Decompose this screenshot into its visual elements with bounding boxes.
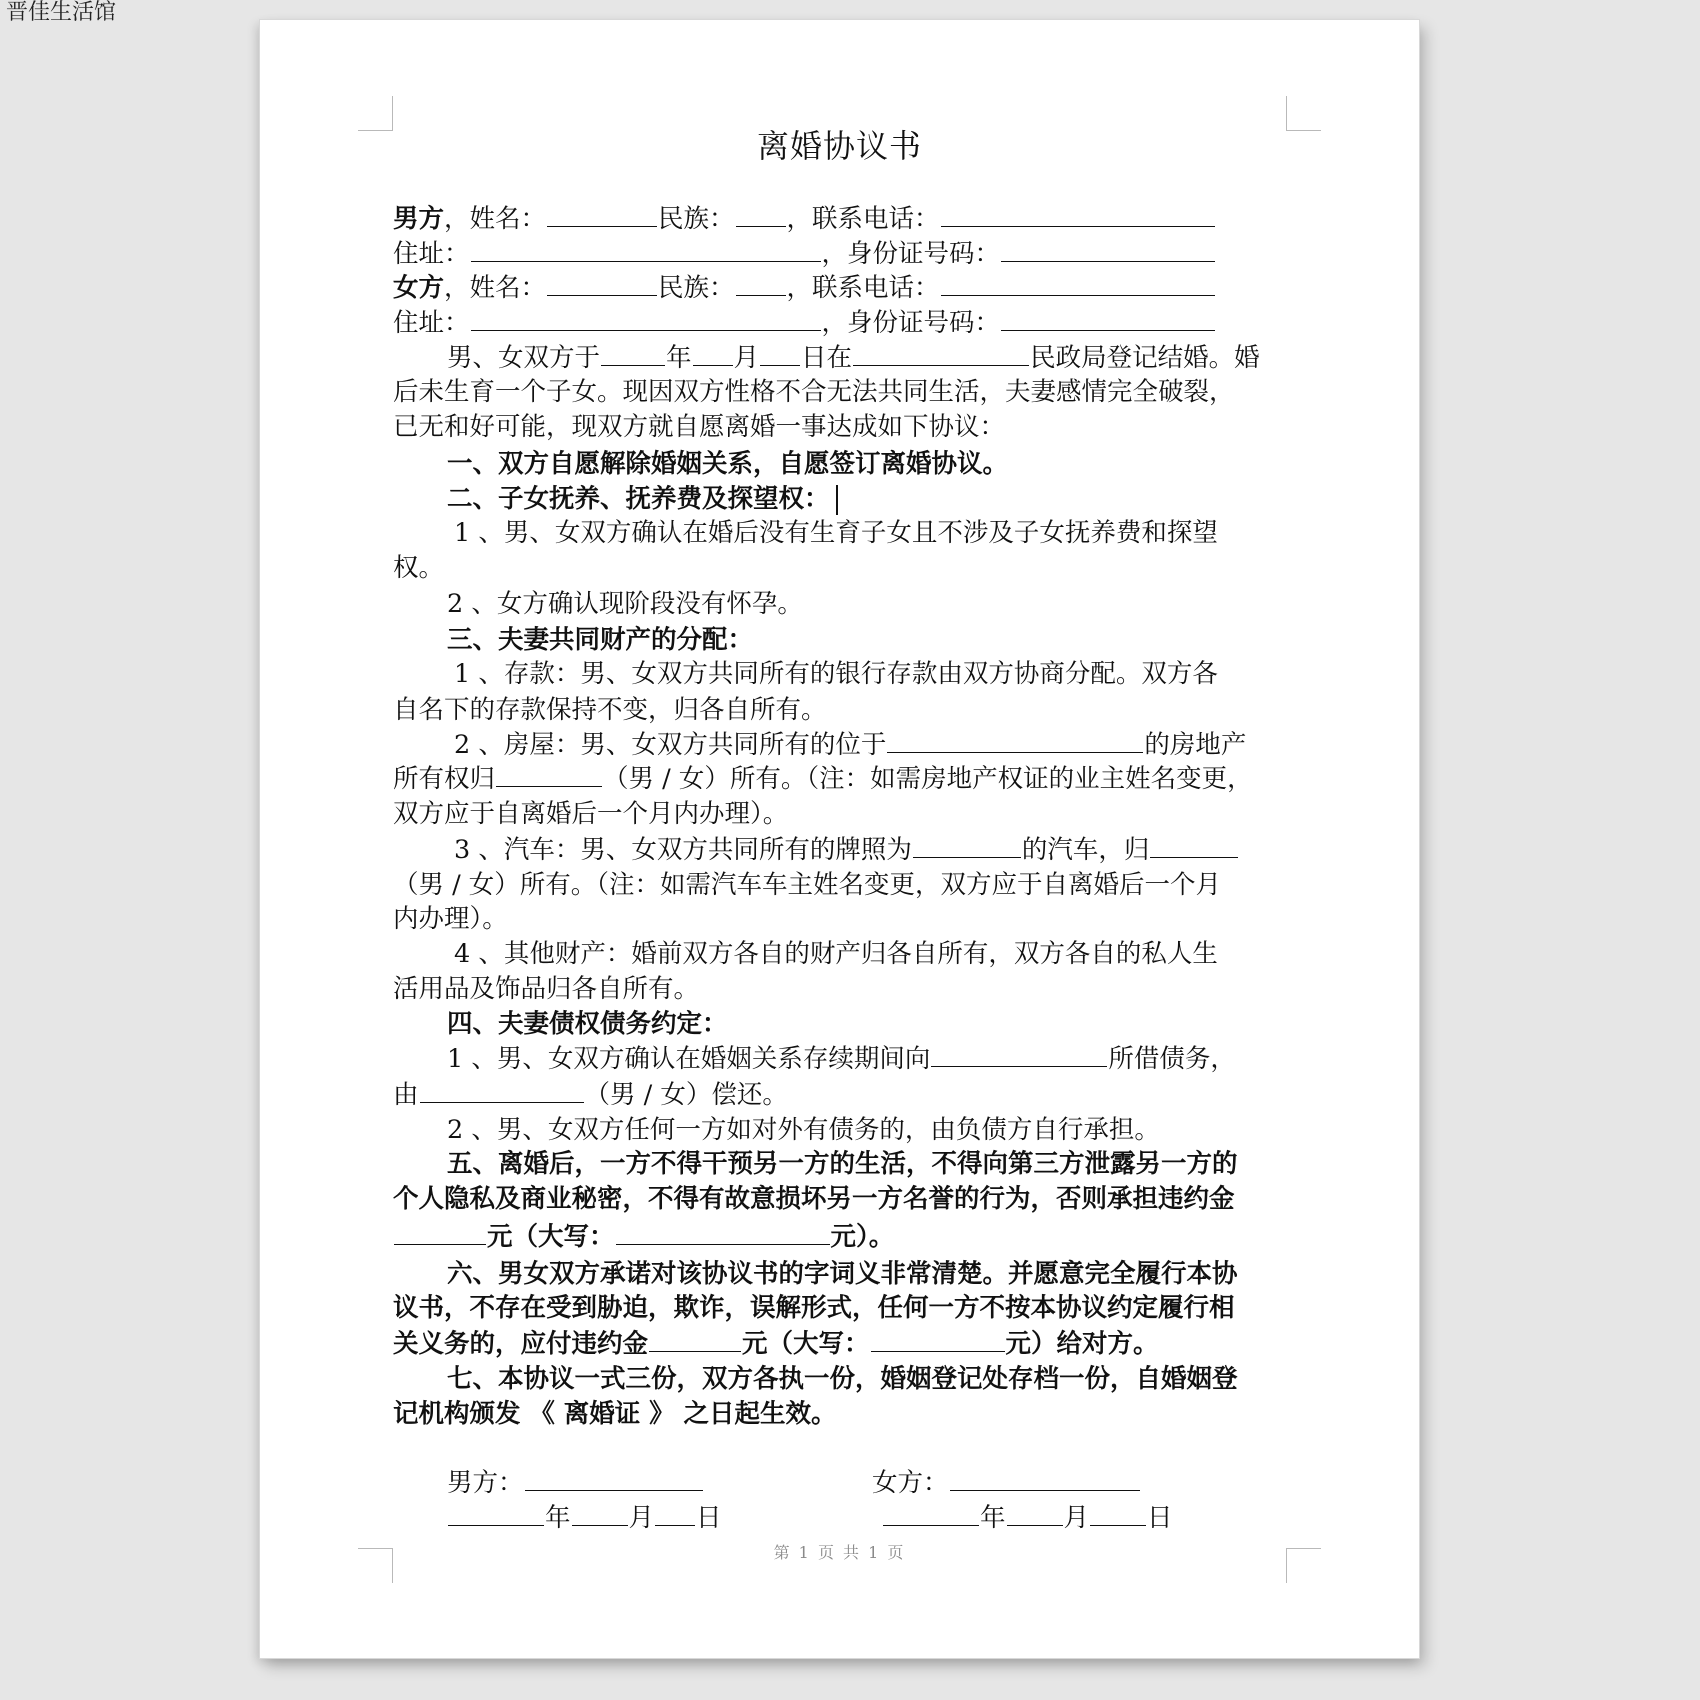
male-date-day-blank[interactable] — [655, 1503, 695, 1526]
section-5-line-2: 个人隐私及商业秘密，不得有故意损坏另一方名誉的行为，否则承担违约金 — [393, 1184, 1235, 1214]
female-phone-blank[interactable] — [941, 273, 1215, 296]
male-signature: 男方： — [447, 1466, 704, 1500]
section-3-item-2-cont: 所有权归 （男 / 女）所有。（注：如需房地产权证的业主姓名变更， — [393, 764, 1253, 794]
male-ethnicity-blank[interactable] — [736, 204, 786, 227]
section-5-line-3: 元（大写： 元）。 — [393, 1220, 1293, 1254]
section-3-item-3-cont: （男 / 女）所有。（注：如需汽车车主姓名变更，双方应于自离婚后一个月 — [393, 870, 1222, 900]
female-signature-blank[interactable] — [950, 1468, 1140, 1491]
document-title: 离婚协议书 — [756, 127, 922, 165]
female-ethnicity-blank[interactable] — [736, 273, 786, 296]
section-3-item-4-cont: 活用品及饰品归各自所有。 — [393, 974, 700, 1004]
female-address-line: 住址： ，身份证号码： — [393, 306, 1293, 340]
section-7-line-1: 七、本协议一式三份，双方各执一份，婚姻登记处存档一份，自婚姻登 — [447, 1364, 1238, 1394]
intro-line-2: 后未生育一个子女。现因双方性格不合无法共同生活，夫妻感情完全破裂， — [393, 377, 1235, 407]
watermark-text: 晋佳生活馆 — [6, 0, 117, 25]
creditor-blank[interactable] — [931, 1044, 1107, 1067]
female-address-blank[interactable] — [471, 308, 821, 331]
section-4-item-1-cont: 由 （男 / 女）偿还。 — [393, 1080, 788, 1110]
section-6-line-2: 议书，不存在受到胁迫，欺诈，误解形式，任何一方不按本协议约定履行相 — [393, 1293, 1235, 1323]
male-id-blank[interactable] — [1001, 239, 1215, 262]
section-3-item-1-cont: 自名下的存款保持不变，归各自所有。 — [393, 695, 827, 725]
female-name-blank[interactable] — [547, 273, 657, 296]
breach-amount-blank[interactable] — [649, 1329, 741, 1352]
section-2-item-1: 1 、男、女双方确认在婚后没有生育子女且不涉及子女抚养费和探望 — [454, 518, 1218, 548]
male-phone-blank[interactable] — [941, 204, 1215, 227]
section-3-item-2-cont2: 双方应于自离婚后一个月内办理）。 — [393, 799, 789, 829]
female-date-day-blank[interactable] — [1090, 1503, 1146, 1526]
male-date-month-blank[interactable] — [572, 1503, 628, 1526]
male-address-blank[interactable] — [471, 239, 821, 262]
intro-line-1: 男、女双方于 年 月 日在 民政局登记结婚。婚 — [447, 343, 1260, 373]
section-2-item-1-cont: 权。 — [393, 553, 445, 583]
penalty-amount-words-blank[interactable] — [616, 1222, 830, 1245]
section-4-heading: 四、夫妻债权债务约定： — [447, 1009, 728, 1039]
section-4-item-2: 2 、男、女双方任何一方如对外有债务的，由负债方自行承担。 — [447, 1115, 1160, 1145]
intro-line-3: 已无和好可能，现双方就自愿离婚一事达成如下协议： — [393, 412, 1006, 442]
male-address-line: 住址： ，身份证号码： — [393, 237, 1293, 271]
section-6-line-3: 关义务的，应付违约金 元（大写： 元）给对方。 — [393, 1329, 1159, 1359]
car-plate-blank[interactable] — [913, 835, 1021, 858]
debtor-blank[interactable] — [420, 1080, 584, 1103]
female-signature: 女方： — [872, 1466, 1141, 1500]
female-sign-date: 年 月 日 — [882, 1501, 1173, 1535]
penalty-amount-blank[interactable] — [394, 1222, 486, 1245]
female-date-month-blank[interactable] — [1007, 1503, 1063, 1526]
section-1-heading: 一、双方自愿解除婚姻关系，自愿签订离婚协议。 — [447, 449, 1009, 479]
male-info-line: 男方，姓名： 民族： ，联系电话： — [393, 202, 1293, 236]
section-3-item-1: 1 、存款：男、女双方共同所有的银行存款由双方协商分配。双方各 — [454, 659, 1218, 689]
document-page[interactable] — [260, 20, 1419, 1658]
male-name-blank[interactable] — [547, 204, 657, 227]
section-3-item-3: 3 、汽车：男、女双方共同所有的牌照为 的汽车，归 — [454, 833, 1293, 867]
section-3-item-3-cont2: 内办理）。 — [393, 904, 508, 934]
page-number: 第 1 页 共 1 页 — [773, 1543, 906, 1562]
marriage-day-blank[interactable] — [760, 343, 800, 366]
female-id-blank[interactable] — [1001, 308, 1215, 331]
female-info-line: 女方，姓名： 民族： ，联系电话： — [393, 271, 1293, 305]
male-signature-blank[interactable] — [525, 1468, 703, 1491]
civil-affairs-blank[interactable] — [853, 343, 1029, 366]
car-owner-blank[interactable] — [1150, 835, 1238, 858]
section-2-heading: 二、子女抚养、抚养费及探望权： — [447, 482, 1293, 516]
male-sign-date: 年 月 日 — [447, 1501, 722, 1535]
male-date-year-blank[interactable] — [448, 1503, 544, 1526]
section-2-item-2: 2 、女方确认现阶段没有怀孕。 — [447, 589, 803, 619]
property-owner-blank[interactable] — [496, 764, 602, 787]
section-3-item-2: 2 、房屋：男、女双方共同所有的位于 的房地产 — [454, 730, 1247, 760]
section-3-item-4: 4 、其他财产：婚前双方各自的财产归各自所有，双方各自的私人生 — [454, 939, 1218, 969]
section-6-line-1: 六、男女双方承诺对该协议书的字词义非常清楚。并愿意完全履行本协 — [447, 1259, 1238, 1289]
female-date-year-blank[interactable] — [883, 1503, 979, 1526]
breach-amount-words-blank[interactable] — [871, 1329, 1005, 1352]
text-cursor — [836, 485, 838, 515]
section-5-line-1: 五、离婚后，一方不得干预另一方的生活，不得向第三方泄露另一方的 — [447, 1149, 1238, 1179]
marriage-year-blank[interactable] — [601, 343, 665, 366]
marriage-month-blank[interactable] — [693, 343, 733, 366]
section-4-item-1: 1 、男、女双方确认在婚姻关系存续期间向 所借债务， — [447, 1044, 1236, 1074]
section-7-line-2: 记机构颁发 《 离婚证 》 之日起生效。 — [393, 1399, 837, 1429]
section-3-heading: 三、夫妻共同财产的分配： — [447, 625, 754, 655]
property-location-blank[interactable] — [887, 730, 1143, 753]
